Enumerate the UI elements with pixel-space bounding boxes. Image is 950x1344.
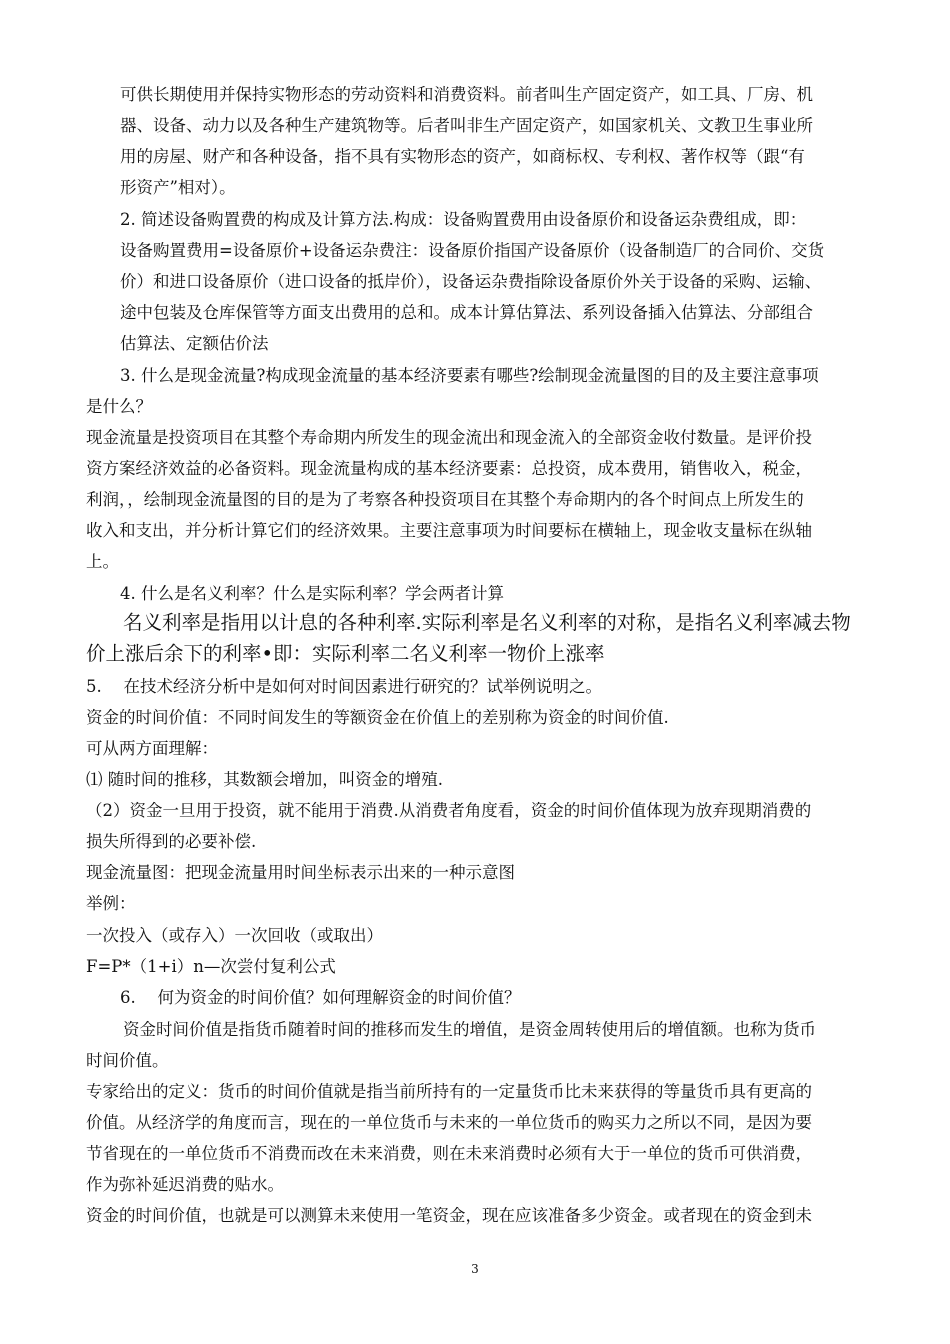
text-line: 价值。从经济学的角度而言，现在的一单位货币与未来的一单位货币的购买力之所以不同，是因为要 bbox=[86, 1113, 812, 1132]
text-line: 现金流量图：把现金流量用时间坐标表示出来的一种示意图 bbox=[86, 863, 515, 882]
text-line: （2）资金一旦用于投资，就不能用于消费.从消费者角度看，资金的时间价值体现为放弃现期消费的 bbox=[86, 801, 812, 820]
text-line: 可从两方面理解： bbox=[86, 739, 218, 758]
text-line: 形资产”相对）。 bbox=[120, 178, 236, 197]
text-line: 途中包装及仓库保管等方面支出费用的总和。成本计算估算法、系列设备插入估算法、分部组合 bbox=[120, 303, 813, 322]
text-line: 现金流量是投资项目在其整个寿命期内所发生的现金流出和现金流入的全部资金收付数量。是评价投 bbox=[86, 428, 812, 447]
text-line: 价）和进口设备原价（进口设备的抵岸价），设备运杂费指除设备原价外关于设备的采购、运输、 bbox=[120, 272, 822, 291]
text-line: 利润，，绘制现金流量图的目的是为了考察各种投资项目在其整个寿命期内的各个时间点上所发生的 bbox=[86, 490, 804, 509]
text-line: 节省现在的一单位货币不消费而改在未来消费，则在未来消费时必须有大于一单位的货币可供消费， bbox=[86, 1144, 812, 1163]
text-line: 资金的时间价值：不同时间发生的等额资金在价值上的差别称为资金的时间价值. bbox=[86, 708, 669, 727]
text-line: 专家给出的定义：货币的时间价值就是指当前所持有的一定量货币比未来获得的等量货币具有更高的 bbox=[86, 1082, 812, 1101]
text-line: 资金的时间价值，也就是可以测算未来使用一笔资金，现在应该准备多少资金。或者现在的资金到未 bbox=[86, 1206, 812, 1225]
text-line: 一次投入（或存入）一次回收（或取出） bbox=[86, 926, 383, 945]
text-line: 是什么？ bbox=[86, 397, 152, 416]
text-line: 用的房屋、财产和各种设备，指不具有实物形态的资产，如商标权、专利权、著作权等（跟“有 bbox=[120, 147, 805, 166]
text-line: 资方案经济效益的必备资料。现金流量构成的基本经济要素：总投资，成本费用，销售收入，税金， bbox=[86, 459, 812, 478]
text-line: 估算法、定额估价法 bbox=[120, 334, 269, 353]
text-line: 上。 bbox=[86, 552, 119, 571]
question-6-heading: 6. 何为资金的时间价值？如何理解资金的时间价值？ bbox=[120, 988, 521, 1007]
text-line: 资金时间价值是指货币随着时间的推移而发生的增值，是资金周转使用后的增值额。也称为货币 bbox=[123, 1020, 816, 1039]
question-5-heading: 5. 在技术经济分析中是如何对时间因素进行研究的？试举例说明之。 bbox=[86, 677, 602, 696]
text-line: 作为弥补延迟消费的贴水。 bbox=[86, 1175, 284, 1194]
page-number: 3 bbox=[471, 1262, 479, 1276]
text-line: 可供长期使用并保持实物形态的劳动资料和消费资料。前者叫生产固定资产，如工具、厂房、机 bbox=[120, 85, 813, 104]
text-line: 收入和支出，并分析计算它们的经济效果。主要注意事项为时间要标在横轴上，现金收支量标在纵轴 bbox=[86, 521, 812, 540]
text-line: ⑴ 随时间的推移，其数额会增加，叫资金的增殖. bbox=[86, 770, 443, 789]
text-line: 举例： bbox=[86, 894, 136, 913]
text-line: 器、设备、动力以及各种生产建筑物等。后者叫非生产固定资产，如国家机关、文教卫生事业所 bbox=[120, 116, 813, 135]
question-4-heading: 4. 什么是名义利率？什么是实际利率？学会两者计算 bbox=[120, 584, 504, 603]
text-line: 价上涨后余下的利率•即：实际利率二名义利率一物价上涨率 bbox=[86, 642, 605, 665]
question-2-heading: 2. 简述设备购置费的构成及计算方法.构成：设备购置费用由设备原价和设备运杂费组成，即： bbox=[120, 210, 807, 229]
question-3-heading: 3. 什么是现金流量?构成现金流量的基本经济要素有哪些?绘制现金流量图的目的及主要注意事项 bbox=[120, 366, 819, 385]
text-line: 损失所得到的必要补偿. bbox=[86, 832, 257, 851]
text-line: 时间价值。 bbox=[86, 1051, 169, 1070]
text-line: 名义利率是指用以计息的各种利率.实际利率是名义利率的对称，是指名义利率减去物 bbox=[123, 611, 851, 634]
text-line: 设备购置费用=设备原价+设备运杂费注：设备原价指国产设备原价（设备制造厂的合同价、交货 bbox=[120, 241, 825, 260]
formula-line: F=P*（1+i）n—次尝付复利公式 bbox=[86, 957, 336, 976]
